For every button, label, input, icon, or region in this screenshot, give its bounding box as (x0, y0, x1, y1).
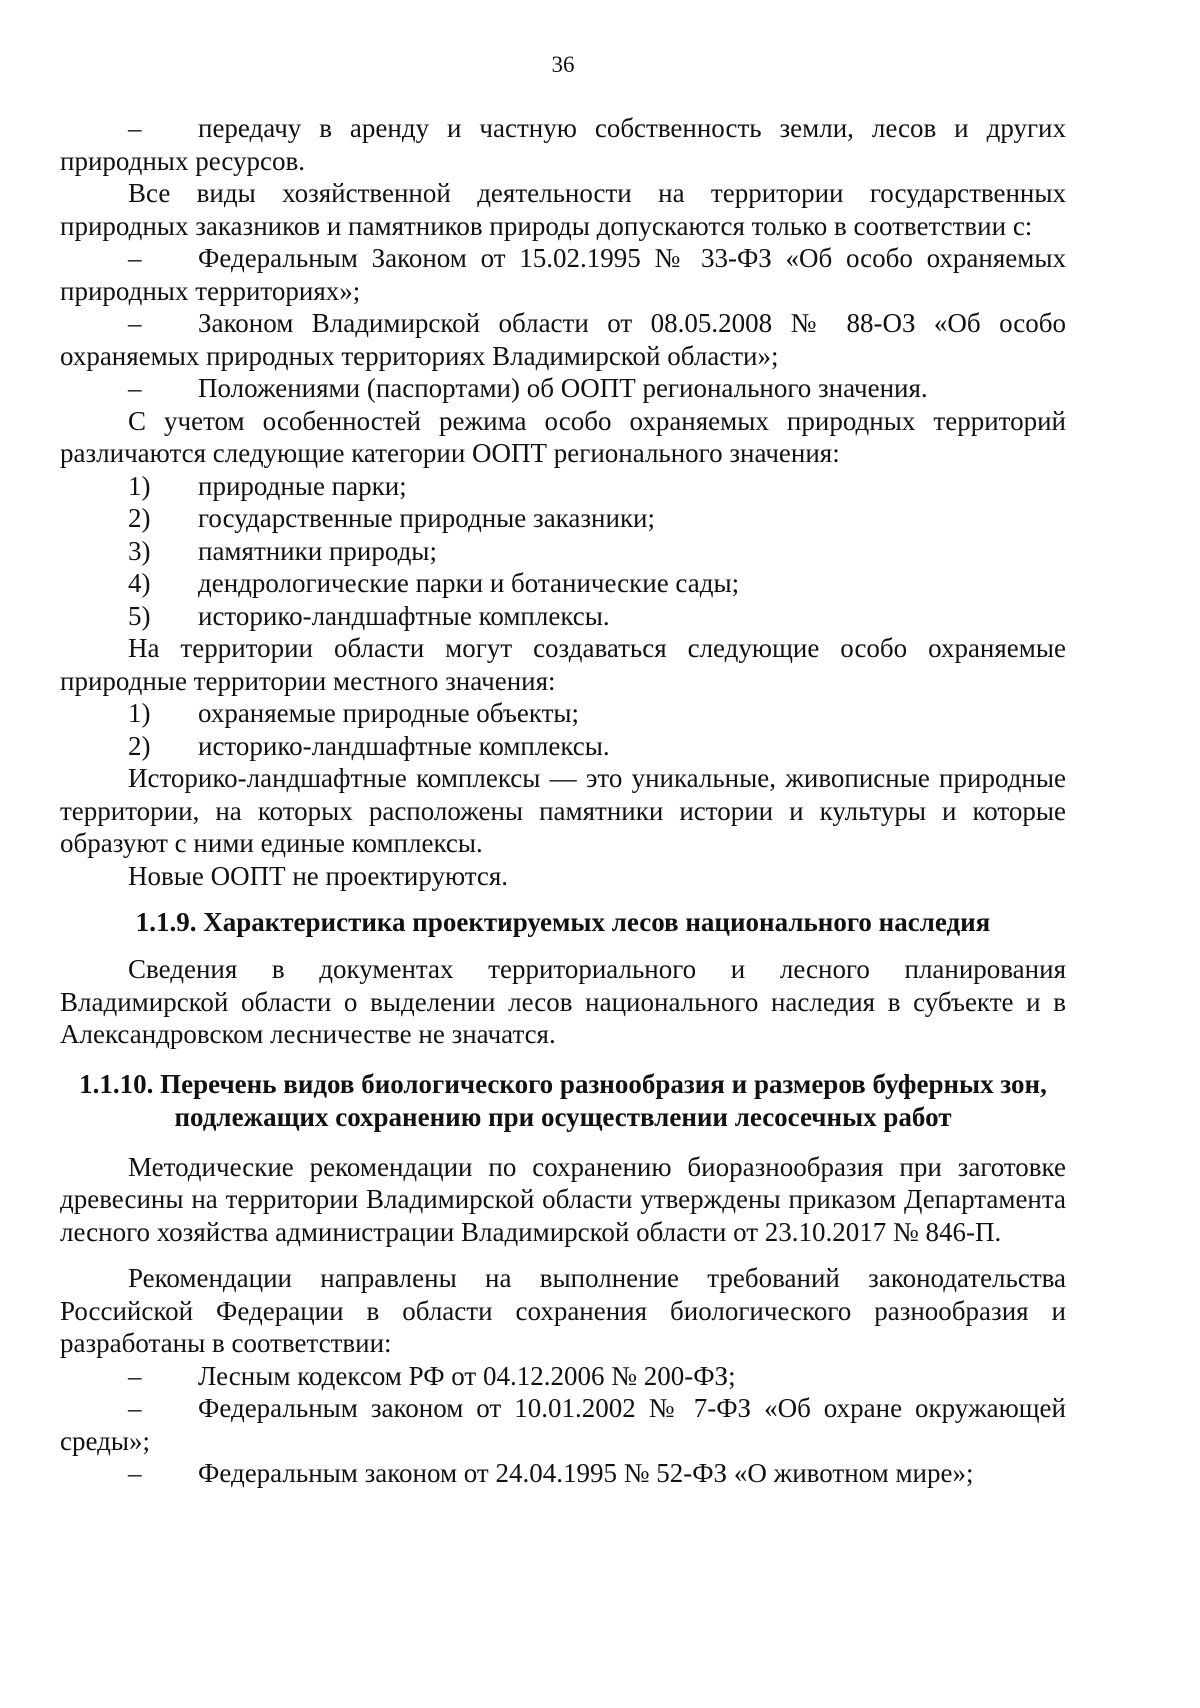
list-marker: 1) (128, 698, 151, 728)
numbered-list-item (60, 470, 1066, 503)
list-marker: – (128, 308, 142, 338)
paragraph: Новые ООПТ не проектируются. (128, 860, 509, 891)
list-marker: 5) (128, 600, 151, 631)
list-marker: – (128, 1458, 142, 1488)
list-marker: – (128, 113, 142, 143)
list-marker: 2) (128, 503, 151, 533)
list-item-text: Положениями (паспортами) об ООПТ регионального значения. (198, 373, 928, 403)
list-item-text: природные парки; (198, 470, 407, 501)
spacer (60, 1051, 1066, 1068)
list-marker: – (128, 1393, 142, 1423)
list-item-text: историко-ландшафтные комплексы. (198, 730, 610, 761)
numbered-list-item (60, 567, 1066, 600)
list-marker: – (128, 243, 142, 273)
list-marker: – (128, 1360, 142, 1391)
spacer (60, 939, 1066, 953)
list-item-text: Федеральным Законом от 15.02.1995 № 33-ФЗ «Об особо охраняемых природных территориях»; (60, 243, 1066, 306)
numbered-list-item (60, 600, 1066, 633)
list-item-text: дендрологические парки и ботанические сады; (198, 568, 740, 598)
paragraph: Методические рекомендации по сохранению биоразнообразия при заготовке древесины на территории Владимирской области утверждены приказом Департамента лесного хозяйства администрации Владимирской области от 23.10.2017 № 846-П. (60, 1151, 1066, 1247)
section-heading: 1.1.10. Перечень видов биологического разнообразия и размеров буферных зон, подлежащих сохранению при осуществлении лесосечных работ (79, 1068, 1047, 1132)
list-marker: – (128, 373, 142, 403)
list-marker: 4) (128, 568, 151, 598)
paragraph: Сведения в документах территориального и лесного планирования Владимирской области о выделении лесов национального наследия в субъекте и в Александровском лесничестве не значатся. (60, 954, 1066, 1049)
section-heading: 1.1.9. Характеристика проектируемых лесов национального наследия (135, 907, 991, 937)
dash-list-item (60, 372, 1066, 405)
paragraph: С учетом особенностей режима особо охраняемых природных территорий различаются следующие категории ООПТ регионального значения: (60, 405, 1066, 468)
dash-list-item (60, 112, 1066, 177)
numbered-list-item (60, 697, 1066, 730)
list-item-text: памятники природы; (198, 535, 437, 566)
dash-list-item (60, 1392, 1066, 1457)
paragraph: Историко-ландшафтные комплексы — это уникальные, живописные природные территории, на которых расположены памятники истории и культуры и которые образуют с ними единые комплексы. (60, 763, 1066, 858)
paragraph: Все виды хозяйственной деятельности на территории государственных природных заказников и памятников природы допускаются только в соответствии с: (60, 178, 1066, 241)
list-item-text: Федеральным законом от 24.04.1995 № 52-ФЗ «О животном мире»; (198, 1458, 974, 1488)
numbered-list-item (60, 502, 1066, 535)
dash-list-item (60, 242, 1066, 307)
list-item-text: Лесным кодексом РФ от 04.12.2006 № 200-ФЗ; (198, 1360, 736, 1391)
list-item-text: государственные природные заказники; (198, 503, 656, 533)
numbered-list-item (60, 535, 1066, 568)
list-marker: 3) (128, 535, 151, 566)
list-item-text: передачу в аренду и частную собственность земли, лесов и других природных ресурсов. (60, 113, 1066, 176)
list-item-text: охраняемые природные объекты; (198, 698, 580, 728)
numbered-list-item (60, 730, 1066, 763)
spacer (60, 1134, 1066, 1151)
list-marker: 1) (128, 470, 151, 501)
spacer (60, 1248, 1066, 1262)
dash-list-item (60, 307, 1066, 372)
spacer (60, 892, 1066, 906)
dash-list-item (60, 1457, 1066, 1490)
list-item-text: Федеральным законом от 10.01.2002 № 7-ФЗ «Об охране окружающей среды»; (60, 1393, 1066, 1456)
list-item-text: историко-ландшафтные комплексы. (198, 600, 610, 631)
list-marker: 2) (128, 730, 151, 761)
document-page (60, 0, 1066, 1708)
paragraph: На территории области могут создаваться следующие особо охраняемые природные территории местного значения: (60, 633, 1066, 696)
document-body (60, 112, 1066, 1490)
page-number: 36 (551, 52, 575, 77)
dash-list-item (60, 1360, 1066, 1393)
list-item-text: Законом Владимирской области от 08.05.2008 № 88-ОЗ «Об особо охраняемых природных территориях Владимирской области»; (60, 308, 1066, 371)
paragraph: Рекомендации направлены на выполнение требований законодательства Российской Федерации в области сохранения биологического разнообразия и разработаны в соответствии: (60, 1263, 1066, 1358)
